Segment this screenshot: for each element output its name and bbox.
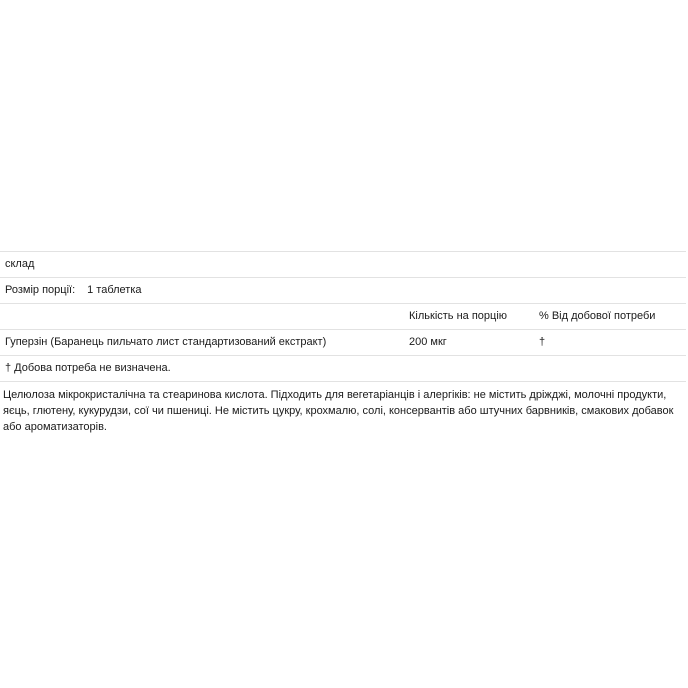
table-row <box>0 329 686 355</box>
other-ingredients-text: Целюлоза мікрокристалічна та стеаринова кислота. Підходить для вегетаріанців і алергіків: не містить дріжджі, молочні продукти, яєць, глютену, кукурудзи, сої чи пшениці. Не містить цукру, крохмалю, солі, консервантів або штучних барвників, смакових добавок або ароматизаторів. <box>3 389 674 433</box>
section-title: склад <box>5 258 35 270</box>
serving-size-row <box>0 277 686 303</box>
serving-size-label: Розмір порції: <box>5 284 76 296</box>
section-title-row <box>0 251 686 277</box>
ingredient-name: Гуперзін (Баранець пильчато лист стандартизований екстракт) <box>5 336 327 348</box>
ingredient-amount: 200 мкг <box>409 336 447 348</box>
footnote: † Добова потреба не визначена. <box>5 362 171 374</box>
footnote-row <box>0 355 686 382</box>
serving-size-value: 1 таблетка <box>87 284 142 296</box>
amount-per-serving-header: Кількість на порцію <box>409 310 508 322</box>
ingredient-daily-value: † <box>539 336 546 348</box>
supplement-facts-table <box>0 251 686 382</box>
daily-value-header: % Від добової потреби <box>539 310 656 322</box>
table-header-row <box>0 303 686 329</box>
